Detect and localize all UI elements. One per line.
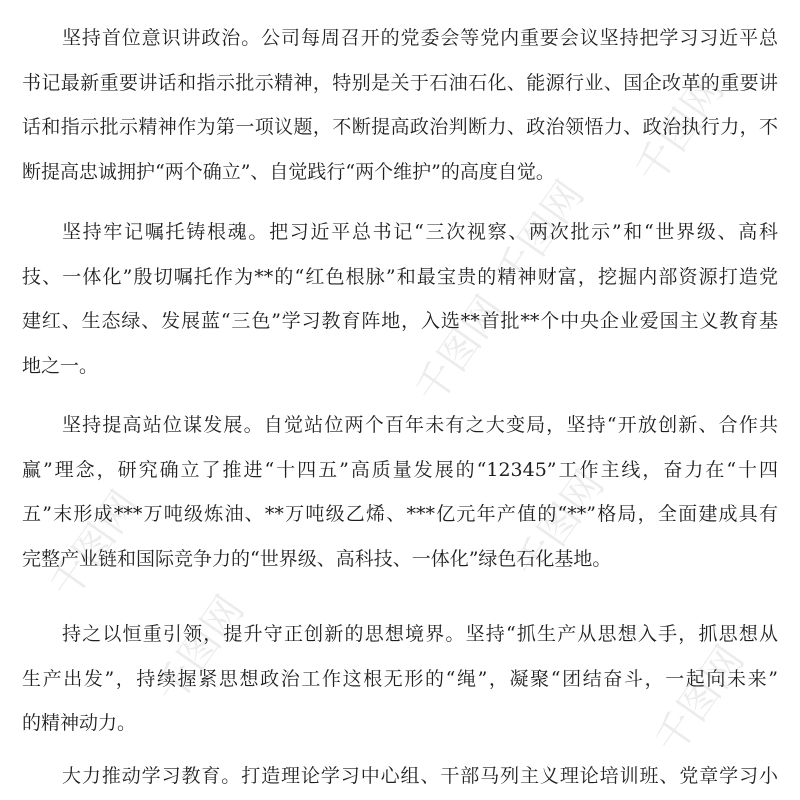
watermark-text: 千图网 (486, 172, 594, 298)
text-line: 断提高忠诚拥护“两个确立”、自觉践行“两个维护”的高度自觉。 (22, 160, 555, 183)
text-line: 技、一体化”殷切嘱托作为**的“红色根脉”和最宝贵的精神财富，挖掘内部资源打造党 (22, 265, 778, 288)
paragraph-entrustment (22, 210, 778, 388)
watermark-text: 千图网 (406, 287, 514, 413)
watermark-text: 千图网 (146, 587, 254, 713)
watermark-text: 千图网 (41, 482, 149, 608)
text-line: 大力推动学习教育。打造理论学习中心组、干部马列主义理论培训班、党章学习小 (62, 765, 778, 787)
text-line: 生产出发”，持续握紧思想政治工作这根无形的“绳”，凝聚“团结奋斗，一起向未来” (22, 667, 778, 690)
text-line: 五”末形成***万吨级炼油、**万吨级乙烯、***亿元年产值的“**”格局，全面建成具有 (22, 503, 778, 525)
text-line: 持之以恒重引领，提升守正创新的思想境界。坚持“抓生产从思想入手，抓思想从 (62, 623, 778, 645)
paragraph-political-awareness (22, 16, 778, 194)
watermark-text: 千图网 (506, 462, 614, 588)
text-line: 完整产业链和国际竞争力的“世界级、高科技、一体化”绿色石化基地。 (22, 547, 612, 570)
watermark-text: 千图网 (626, 67, 734, 193)
watermark-text: 千图网 (646, 637, 754, 763)
text-line: 的精神动力。 (22, 712, 137, 734)
text-line: 话和指示批示精神作为第一项议题，不断提高政治判断力、政治领悟力、政治执行力，不 (22, 116, 778, 138)
text-line: 坚持牢记嘱托铸根魂。把习近平总书记“三次视察、两次批示”和“世界级、高科 (62, 221, 778, 243)
text-line: 赢”理念，研究确立了推进“十四五”高质量发展的“12345”工作主线，奋力在“十四 (22, 458, 778, 481)
paragraph-development (22, 403, 778, 581)
text-line: 书记最新重要讲话和指示批示精神，特别是关于石油石化、能源行业、国企改革的重要讲 (22, 71, 778, 94)
text-line: 地之一。 (22, 354, 99, 377)
text-line: 坚持首位意识讲政治。公司每周召开的党委会等党内重要会议坚持把学习习近平总 (62, 27, 778, 49)
text-line: 坚持提高站位谋发展。自觉站位两个百年未有之大变局，坚持“开放创新、合作共 (62, 414, 778, 436)
paragraph-guidance (22, 612, 778, 746)
text-line: 建红、生态绿、发展蓝“三色”学习教育阵地，入选**首批**个中央企业爱国主义教育基 (22, 310, 778, 332)
paragraph-study-education (22, 754, 778, 799)
